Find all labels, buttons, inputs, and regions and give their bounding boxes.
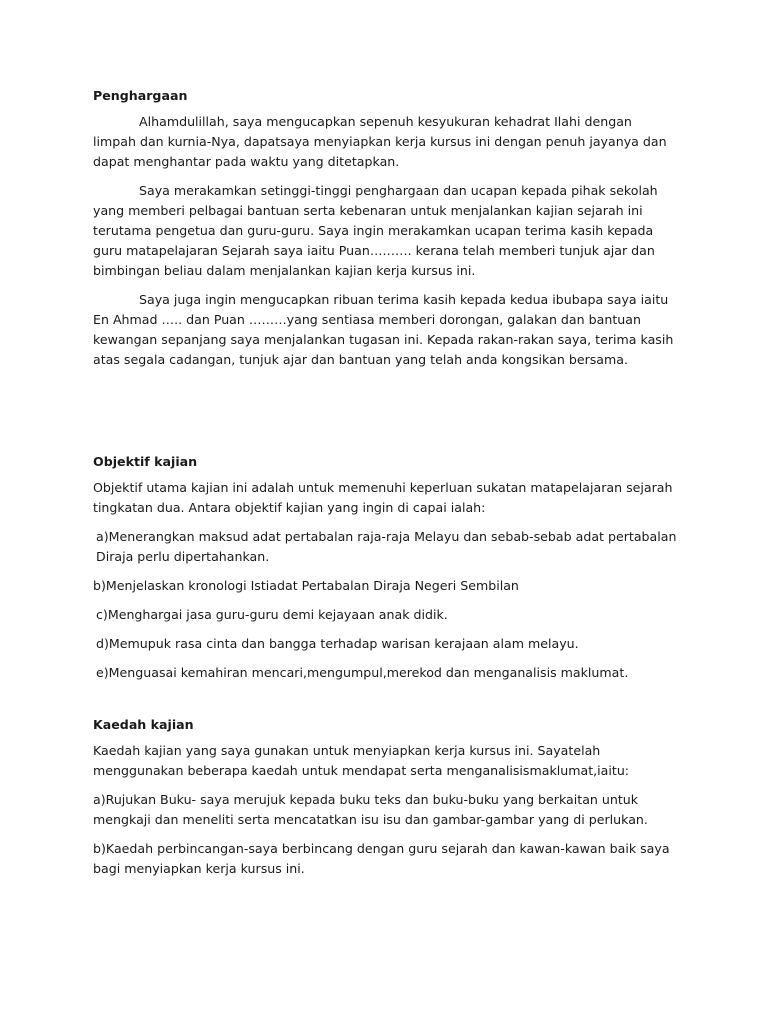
objektif-intro: Objektif utama kajian ini adalah untuk memenuhi keperluan sukatan matapelajaran sejarah tingkatan dua. Antara objektif kajian yang ingin di capai ialah: xyxy=(93,480,673,515)
section-kaedah xyxy=(93,715,678,879)
kaedah-item: a)Rujukan Buku- saya merujuk kepada buku teks dan buku-buku yang berkaitan untuk mengkaji dan meneliti serta mencatatkan isu isu dan gambar-gambar yang di perlukan. xyxy=(93,792,648,827)
objektif-item: d)Memupuk rasa cinta dan bangga terhadap warisan kerajaan alam melayu. xyxy=(96,636,579,651)
objektif-item: e)Menguasai kemahiran mencari,mengumpul,merekod dan menganalisis maklumat. xyxy=(96,665,629,680)
paragraph: Saya juga ingin mengucapkan ribuan terima kasih kepada kedua ibubapa saya iaitu En Ahmad ….. dan Puan ………yang sentiasa memberi dorongan, galakan dan bantuan kewangan sepanjang saya menjalankan tugasan ini. Kepada rakan-rakan saya, terima kasih atas segala cadangan, tunjuk ajar dan bantuan yang telah anda kongsikan bersama. xyxy=(93,292,674,367)
section-penghargaan xyxy=(93,86,678,370)
document-page xyxy=(93,86,678,888)
objektif-item: c)Menghargai jasa guru-guru demi kejayaan anak didik. xyxy=(96,607,448,622)
heading-objektif: Objektif kajian xyxy=(93,454,198,469)
objektif-item: a)Menerangkan maksud adat pertabalan raja-raja Melayu dan sebab-sebab adat pertabalan Diraja perlu dipertahankan. xyxy=(96,529,677,564)
objektif-item: b)Menjelaskan kronologi Istiadat Pertabalan Diraja Negeri Sembilan xyxy=(93,578,519,593)
heading-penghargaan: Penghargaan xyxy=(93,88,188,103)
paragraph: Saya merakamkan setinggi-tinggi penghargaan dan ucapan kepada pihak sekolah yang memberi pelbagai bantuan serta kebenaran untuk menjalankan kajian sejarah ini terutama pengetua dan guru-guru. Saya ingin merakamkan ucapan terima kasih kepada guru matapelajaran Sejarah saya iaitu Puan………. kerana telah memberi tunjuk ajar dan bimbingan beliau dalam menjalankan kajian kerja kursus ini. xyxy=(93,183,658,278)
section-objektif xyxy=(93,452,678,683)
kaedah-intro: Kaedah kajian yang saya gunakan untuk menyiapkan kerja kursus ini. Sayatelah menggunakan beberapa kaedah untuk mendapat serta menganalisismaklumat,iaitu: xyxy=(93,743,630,778)
paragraph: Alhamdulillah, saya mengucapkan sepenuh kesyukuran kehadrat Ilahi dengan limpah dan kurnia-Nya, dapatsaya menyiapkan kerja kursus ini dengan penuh jayanya dan dapat menghantar pada waktu yang ditetapkan. xyxy=(93,114,667,169)
heading-kaedah: Kaedah kajian xyxy=(93,717,194,732)
kaedah-item: b)Kaedah perbincangan-saya berbincang dengan guru sejarah dan kawan-kawan baik saya bagi menyiapkan kerja kursus ini. xyxy=(93,841,670,876)
